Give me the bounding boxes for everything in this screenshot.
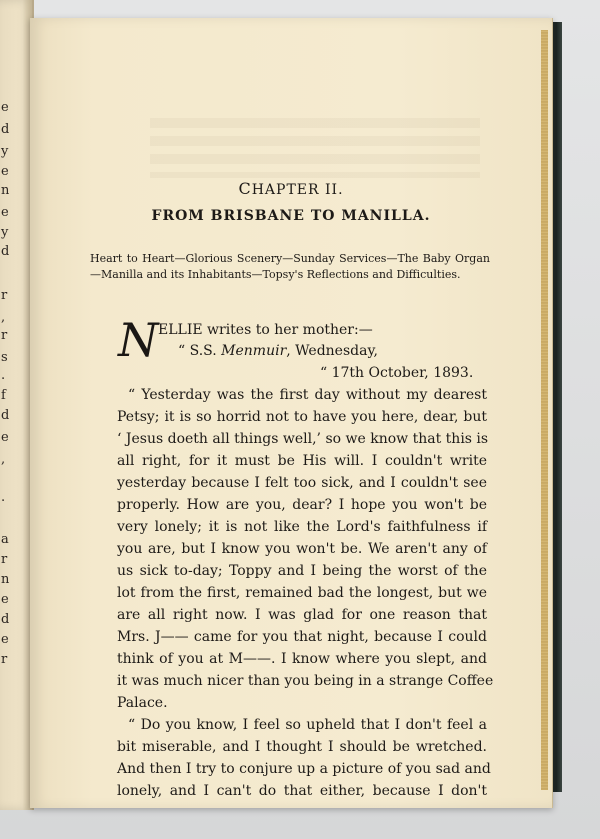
edge-letter: a bbox=[1, 532, 9, 547]
chapter-title: FROM BRISBANE TO MANILLA. bbox=[151, 208, 431, 224]
edge-letter: . bbox=[1, 368, 6, 383]
drop-cap: N bbox=[118, 313, 159, 367]
edge-letter: s bbox=[1, 350, 8, 365]
text-line: Mrs. J—— came for you that night, because I could bbox=[117, 629, 487, 645]
text-line: very lonely; it is not like the Lord's faithfulness if bbox=[117, 519, 487, 535]
edge-letter: d bbox=[1, 408, 10, 423]
text-line: “ Yesterday was the first day without my dearest bbox=[128, 387, 487, 403]
text-fragment: , Wednesday, bbox=[286, 343, 378, 359]
text-line: ELLIE writes to her mother:— bbox=[158, 322, 373, 338]
text-line: think of you at M——. I know where you slept, and bbox=[117, 651, 487, 667]
edge-letter: r bbox=[1, 328, 8, 343]
edge-letter: e bbox=[1, 205, 9, 220]
gilt-page-edge bbox=[541, 30, 548, 790]
edge-letter: r bbox=[1, 552, 8, 567]
edge-letter: n bbox=[1, 572, 10, 587]
book-page bbox=[30, 18, 553, 808]
edge-letter: r bbox=[1, 288, 8, 303]
text-line: “ Do you know, I feel so upheld that I don't feel a bbox=[128, 717, 487, 733]
chapter-heading bbox=[30, 179, 552, 198]
chapter-initial: C bbox=[238, 179, 252, 198]
text-line: lot from the first, remained bad the longest, but we bbox=[117, 585, 487, 601]
edge-letter: e bbox=[1, 100, 9, 115]
text-line: bit miserable, and I thought I should be wretched. bbox=[117, 739, 487, 755]
text-line: properly. How are you, dear? I hope you won't be bbox=[117, 497, 487, 513]
text-line: Palace. bbox=[117, 695, 168, 711]
edge-letter: n bbox=[1, 183, 10, 198]
text-line: ‘ Jesus doeth all things well,’ so we know that this is bbox=[117, 431, 489, 447]
edge-letter: , bbox=[1, 310, 6, 325]
edge-letter: , bbox=[1, 452, 6, 467]
text-line bbox=[178, 343, 378, 359]
text-line: it was much nicer than you being in a strange Coffee bbox=[117, 673, 494, 689]
text-line: us sick to-day; Toppy and I being the worst of the bbox=[117, 563, 487, 579]
text-line: you are, but I know you won't be. We aren't any of bbox=[117, 541, 487, 557]
text-fragment: “ S.S. bbox=[178, 343, 222, 359]
chapter-word: HAPTER bbox=[251, 182, 320, 198]
edge-letter: f bbox=[1, 388, 6, 403]
text-line: And then I try to conjure up a picture of you sad and bbox=[117, 761, 491, 777]
chapter-numeral: II. bbox=[319, 182, 344, 198]
edge-letter: e bbox=[1, 430, 9, 445]
edge-letter: e bbox=[1, 632, 9, 647]
edge-letter: y bbox=[1, 225, 9, 240]
left-page-edge bbox=[0, 0, 34, 810]
edge-letter: e bbox=[1, 592, 9, 607]
text-line: yesterday because I felt too sick, and I couldn't see bbox=[117, 475, 487, 491]
edge-letter: d bbox=[1, 244, 10, 259]
text-line: all right, for it must be His will. I couldn't write bbox=[117, 453, 487, 469]
text-line: “ 17th October, 1893. bbox=[320, 365, 474, 381]
text-line: Petsy; it is so horrid not to have you here, dear, but bbox=[117, 409, 487, 425]
edge-letter: d bbox=[1, 612, 10, 627]
chapter-synopsis: Heart to Heart—Glorious Scenery—Sunday Services—The Baby Organ—Manilla and its Inhabitants—Topsy's Reflections and Difficulties. bbox=[90, 252, 490, 281]
edge-letter: e bbox=[1, 164, 9, 179]
text-line: lonely, and I can't do that either, because I don't bbox=[117, 783, 487, 799]
text-line: are all right now. I was glad for one reason that bbox=[117, 607, 487, 623]
show-through-text bbox=[150, 118, 480, 178]
ship-name: Menmuir bbox=[221, 343, 287, 359]
edge-letter: . bbox=[1, 490, 6, 505]
edge-letter: y bbox=[1, 144, 9, 159]
edge-letter: d bbox=[1, 122, 10, 137]
edge-letter: r bbox=[1, 652, 8, 667]
